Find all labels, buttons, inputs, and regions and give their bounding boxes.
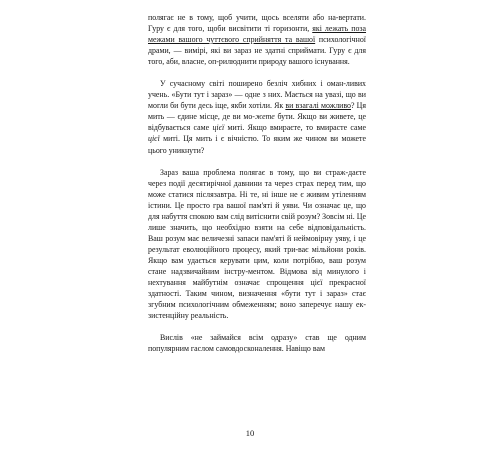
text-run: У сучасному світі поширено безліч хибних і оман-ливих учень. «Бути тут і зараз» — одне з них. Мається на увазі, що ви могли би бути десь іще, якби хотіли. Як bbox=[148, 79, 366, 111]
paragraph-be-here-now bbox=[148, 78, 366, 155]
text-run: Зараз ваша проблема полягає в тому, що ви страж-даєте через події десятирічної давнини та через страх перед тим, що може статися післязавтра. Ні те, ні інше не є живим утіленням істини. Це просто гра вашої пам'яті й уяви. Чи означає це, що для набуття спокою вам слід витіснити свій розум? Зовсім ні. Це лише значить, що необхідно взяти на себе відповідальність. Ваш розум має величезні запаси пам'яті й неймовірну уяву, і це результат еволюційного процесу, який три-ває мільйони років. Якщо вам удається керувати цим, коли потрібно, ваш розум стане надзвичайним інстру-ментом. Відмова від минулого і нехтування майбутнім означає спрощення цієї прекрасної здатності. Таким чином, визначення «бути тут і зараз» стає згубним психологічним обмеженням; воно заперечує нашу ек-зистенційну реальність. bbox=[148, 167, 366, 321]
text-run: полягає не в тому, щоб учити, щось вселяти або на-вертати. Гуру є для того, щоби висвітити ті горизонти, bbox=[148, 13, 366, 34]
paragraph-guru-purpose bbox=[148, 12, 366, 67]
italic-text: цієї bbox=[212, 123, 225, 133]
text-column bbox=[148, 12, 366, 354]
text-run: бути. Якщо ви живете, це відбувається саме bbox=[148, 112, 366, 133]
text-run: миті. Ця мить і є вічністю. То яким же чином ви можете цього уникнути? bbox=[148, 134, 366, 155]
underlined-text: ви взагалі можливо bbox=[285, 101, 351, 111]
paragraph-gap bbox=[148, 321, 366, 332]
paragraph-memory-imagination bbox=[148, 167, 366, 322]
page-number: 10 bbox=[245, 428, 255, 438]
text-run: миті. Якщо вмираєте, то вмирасте саме bbox=[224, 123, 366, 133]
italic-text: цієї bbox=[148, 134, 160, 144]
text-run: ? Ця мить — єдине місце, де ви мо- bbox=[148, 101, 366, 122]
italic-text: жете bbox=[254, 112, 275, 122]
text-run: психологічної драми, — вимірі, які ви зараз не здатні сприймати. Гуру є для того, аби, власне, оп-рилюднити природу вашого існування. bbox=[148, 35, 367, 67]
paragraph-gap bbox=[148, 67, 366, 78]
text-run: Вислів «не займайся всім одразу» став ще одним популярним гаслом самовдосконалення. Навіщо вам bbox=[148, 333, 366, 354]
paragraph-one-thing-at-a-time bbox=[148, 332, 366, 354]
underlined-text: які лежать поза межами вашого чуттєвого сприйняття та вашої bbox=[148, 24, 367, 45]
paragraph-gap bbox=[148, 156, 366, 167]
